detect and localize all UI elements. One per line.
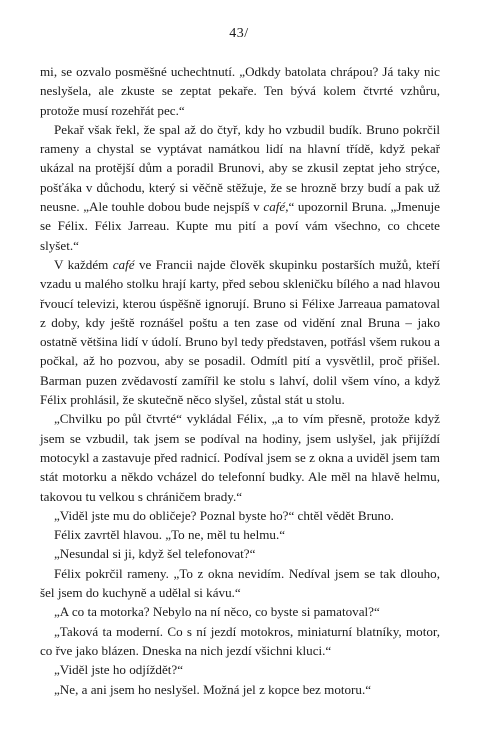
paragraph — [40, 62, 440, 120]
paragraph — [40, 602, 440, 621]
paragraph — [40, 660, 440, 679]
paragraph — [40, 525, 440, 544]
text-segment: „Viděl jste ho odjíždět?“ — [54, 662, 184, 678]
paragraph — [40, 564, 440, 603]
text-segment: Félix pokrčil rameny. „To z okna nevidím. Nedíval jsem se tak dlouho, šel jsem do kuchyně a udělal si kávu.“ — [40, 565, 440, 601]
page-number: 43/ — [229, 26, 249, 41]
paragraph — [40, 120, 440, 255]
paragraph — [40, 622, 440, 661]
italic-text: café — [112, 256, 135, 272]
text-segment: ve Francii najde člověk skupinku postarších mužů, kteří vzadu u malého stolku hrají karty, před sebou skleničku bílého a nad hlavou řvoucí televizi, kterou úspěšně ignorují. Bruno si Félixe Jarreaua pamatoval z doby, kdy ještě roznášel poštu a ten zase od vidění znal Bruna – jako ostatně většina lidí v údolí. Bruno byl tedy představen, potřásl všem rukou a počkal, až ho pozvou, aby se posadil. Odmítl pití a vysvětlil, proč přišel. Barman puzen zvědavostí zamířil ke stolu s lahví, dolil všem víno, a když Félix prohlásil, že skutečně něco slyšel, zůstal stát u stolu. — [40, 256, 440, 408]
text-segment: Félix zavrtěl hlavou. „To ne, měl tu helmu.“ — [54, 527, 286, 543]
text-segment: „Taková ta moderní. Co s ní jezdí motokros, miniaturní blatníky, motor, co řve jako blázen. Dneska na nich jezdí všichni kluci.“ — [40, 623, 440, 658]
paragraph — [40, 255, 440, 409]
italic-text: café — [263, 199, 286, 215]
text-segment: „Ne, a ani jsem ho neslyšel. Možná jel z kopce bez motoru.“ — [54, 681, 372, 697]
text-segment: Pekař však řekl, že spal až do čtyř, kdy ho vzbudil budík. Bruno pokrčil rameny a chystal se vyptávat namátkou lidí na hlavní třídě, když pekař ukázal na protější dům a poradil Brunovi, aby se zkusil zeptat jeho strýce, pošťáka v důchodu, který si věčně stěžuje, že se hrozně brzy budí a pak už neusne. „Ale touhle dobou bude nejspíš v — [40, 121, 440, 215]
paragraph — [40, 544, 440, 563]
text-segment: „Viděl jste mu do obličeje? Poznal byste ho?“ chtěl vědět Bruno. — [54, 507, 394, 523]
paragraph — [40, 680, 440, 699]
text-segment: mi, se ozvalo posměšné uchechtnutí. „Odkdy batolata chrápou? Já taky nic neslyšela, ale zkuste se zeptat pekaře. Ten bývá kolem čtvrté vzhůru, protože musí rozehřát pec.“ — [40, 64, 440, 118]
paragraph — [40, 506, 440, 525]
text-segment: „Chvilku po půl čtvrté“ vykládal Félix, „a to vím přesně, protože když jsem se vzbudil, tak jsem se podíval na hodiny, jsem uslyšel, jak přijíždí motocykl a zastavuje před radnicí. Podíval jsem se z okna a uviděl jsem tam stát motorku a někdo vcházel do telefonní budky. Ale měl na hlavě helmu, takovou tu velkou s chráničem brady.“ — [40, 411, 440, 504]
paragraph — [40, 409, 440, 505]
text-segment: „A co ta motorka? Nebylo na ní něco, co byste si pamatoval?“ — [54, 604, 380, 620]
text-segment: V každém — [54, 256, 113, 272]
body-text — [40, 62, 440, 699]
text-segment: ,“ upozornil Bruna. „Jmenuje se Félix. Félix Jarreau. Kupte mu pití a poví vám všechno, co chcete slyšet.“ — [40, 199, 440, 253]
text-segment: „Nesundal si ji, když šel telefonovat?“ — [54, 546, 256, 562]
